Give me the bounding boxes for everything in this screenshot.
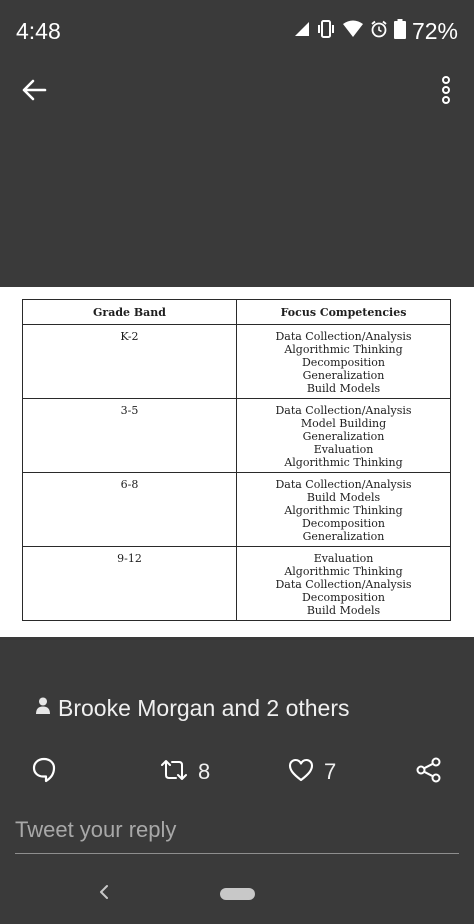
- nav-back-button[interactable]: [92, 882, 116, 906]
- table-header-row: [23, 300, 451, 325]
- back-arrow-icon: [21, 79, 47, 106]
- competency-item: Algorithmic Thinking: [284, 456, 403, 469]
- table-row: [23, 473, 451, 547]
- retweet-button[interactable]: [160, 754, 210, 790]
- competencies-cell: [237, 547, 451, 621]
- more-options-button[interactable]: [432, 72, 460, 112]
- battery-percent: 72%: [411, 18, 458, 44]
- reply-input[interactable]: [15, 812, 459, 854]
- grade-cell: 6-8: [23, 473, 237, 547]
- nav-back-icon: [99, 884, 109, 905]
- app-bar: [0, 60, 474, 124]
- alarm-icon: [370, 20, 388, 43]
- share-icon: [416, 757, 442, 788]
- competency-item: Data Collection/Analysis: [275, 404, 412, 417]
- competency-item: Algorithmic Thinking: [284, 343, 403, 356]
- retweet-count: 8: [198, 759, 211, 784]
- competency-item: Build Models: [306, 604, 381, 617]
- more-vertical-icon: [441, 76, 451, 109]
- battery-icon: [394, 19, 406, 44]
- system-nav-bar: [0, 872, 474, 924]
- header-grade-band: Grade Band: [23, 300, 237, 325]
- reply-button[interactable]: [32, 754, 56, 790]
- competency-item: Evaluation: [313, 443, 374, 456]
- share-button[interactable]: [416, 754, 442, 790]
- competency-item: Evaluation: [313, 552, 374, 565]
- competency-item: Generalization: [302, 369, 385, 382]
- back-button[interactable]: [14, 72, 54, 112]
- status-bar: [0, 0, 474, 60]
- tweet-media-image[interactable]: [0, 287, 474, 637]
- retweet-icon: [160, 759, 188, 786]
- competency-item: Algorithmic Thinking: [284, 504, 403, 517]
- competency-item: Build Models: [306, 491, 381, 504]
- nav-home-pill[interactable]: [220, 888, 255, 900]
- competency-item: Model Building: [300, 417, 387, 430]
- competency-item: Decomposition: [301, 356, 385, 369]
- competency-item: Algorithmic Thinking: [284, 565, 403, 578]
- grade-cell: 3-5: [23, 399, 237, 473]
- vibrate-icon: [316, 20, 336, 43]
- reply-bubble-icon: [32, 757, 56, 788]
- competencies-cell: [237, 325, 451, 399]
- tweet-actions: [0, 754, 474, 790]
- likes-summary[interactable]: [36, 693, 350, 723]
- table-row: [23, 325, 451, 399]
- competency-item: Build Models: [306, 382, 381, 395]
- heart-icon: [288, 758, 314, 787]
- competency-item: Generalization: [302, 430, 385, 443]
- competencies-table: [22, 299, 451, 621]
- grade-cell: K-2: [23, 325, 237, 399]
- signal-icon: [294, 21, 310, 42]
- like-count: 7: [324, 759, 337, 784]
- competency-item: Data Collection/Analysis: [275, 578, 412, 591]
- competencies-cell: [237, 399, 451, 473]
- competency-item: Generalization: [302, 530, 385, 543]
- status-icons: [294, 17, 458, 45]
- like-button[interactable]: [288, 754, 336, 790]
- competency-item: Decomposition: [301, 517, 385, 530]
- status-time: 4:48: [16, 18, 61, 44]
- likes-text: Brooke Morgan and 2 others: [58, 694, 350, 721]
- header-focus-competencies: Focus Competencies: [237, 300, 451, 325]
- grade-cell: 9-12: [23, 547, 237, 621]
- table-row: [23, 547, 451, 621]
- wifi-icon: [342, 20, 364, 43]
- competency-item: Data Collection/Analysis: [275, 478, 412, 491]
- table-row: [23, 399, 451, 473]
- competencies-cell: [237, 473, 451, 547]
- competency-item: Decomposition: [301, 591, 385, 604]
- competency-item: Data Collection/Analysis: [275, 330, 412, 343]
- person-icon: [36, 697, 50, 720]
